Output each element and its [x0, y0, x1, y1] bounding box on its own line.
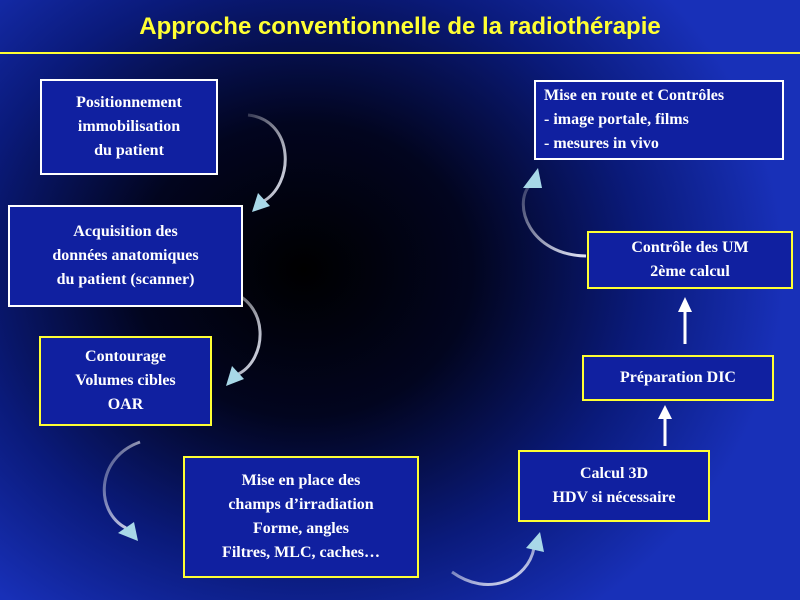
straight-arrow-1	[658, 405, 672, 446]
box-calculation-line-1: Calcul 3D	[580, 465, 648, 482]
box-positioning	[40, 79, 218, 175]
box-acquisition	[8, 205, 243, 307]
box-calculation-line-2: HDV si nécessaire	[552, 489, 676, 506]
curved-arrow-5	[523, 168, 586, 256]
box-fields-line-1: Mise en place des	[241, 472, 361, 489]
box-acquisition-line-2: données anatomiques	[52, 247, 199, 264]
box-contouring-line-2: Volumes cibles	[75, 372, 176, 389]
box-acquisition-line-3: du patient (scanner)	[56, 271, 195, 288]
box-startup-line-1: Mise en route et Contrôles	[544, 87, 725, 104]
box-startup	[534, 80, 784, 160]
box-contouring-line-1: Contourage	[85, 348, 166, 365]
box-positioning-line-1: Positionnement	[76, 94, 182, 111]
box-fields	[183, 456, 419, 578]
box-fields-line-4: Filtres, MLC, caches…	[222, 544, 380, 561]
box-contouring-line-3: OAR	[107, 396, 144, 413]
straight-arrow-2	[678, 297, 692, 344]
box-startup-line-2: - image portale, films	[544, 111, 689, 128]
box-um-check-line-2: 2ème calcul	[650, 263, 730, 280]
box-acquisition-line-1: Acquisition des	[73, 223, 178, 240]
box-fields-line-3: Forme, angles	[253, 520, 349, 537]
box-startup-line-3: - mesures in vivo	[544, 135, 659, 152]
box-positioning-line-3: du patient	[94, 142, 164, 159]
curved-arrow-4	[452, 532, 544, 584]
box-fields-line-2: champs d’irradiation	[228, 496, 374, 513]
box-dic-line-1: Préparation DIC	[620, 369, 736, 386]
box-positioning-line-2: immobilisation	[77, 118, 181, 135]
curved-arrow-1	[248, 115, 285, 212]
box-um-check-line-1: Contrôle des UM	[631, 239, 749, 256]
box-contouring	[39, 336, 212, 426]
box-um-check	[587, 231, 793, 289]
box-calculation	[518, 450, 710, 522]
box-dic	[582, 355, 774, 401]
slide-title: Approche conventionnelle de la radiothérapie	[139, 13, 661, 40]
curved-arrow-3	[104, 442, 140, 541]
